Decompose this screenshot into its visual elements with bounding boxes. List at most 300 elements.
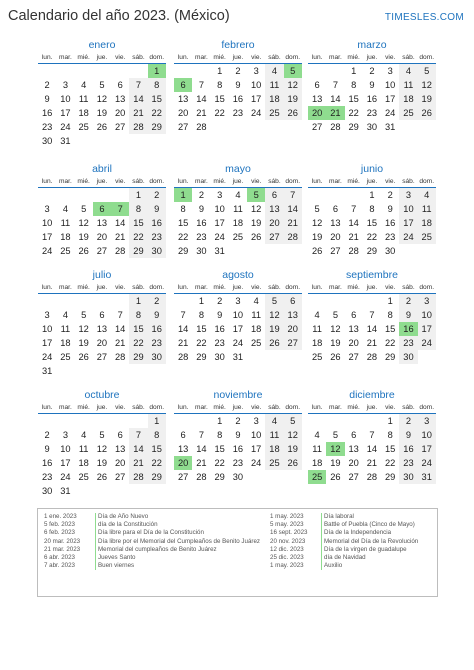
weekday-label: jue. [366,178,378,185]
day-cell: 3 [253,416,259,426]
day-cell: 20 [96,338,108,348]
day-cell: 7 [129,428,147,442]
day-cell: 30 [196,246,207,256]
day-cell: 15 [129,322,147,336]
day-cell: 30 [385,246,396,256]
weekday-label: dom. [285,404,301,411]
week-row [38,428,166,442]
weekday-label: sáb. [132,178,145,185]
weekday-label: vie. [251,284,262,291]
day-cell: 31 [418,470,436,484]
holiday-date: 1 may. 2023 [270,562,304,570]
empty-day-cell [418,350,436,364]
day-cell: 3 [217,190,223,200]
day-cell: 3 [418,414,436,428]
day-cell: 8 [198,310,204,320]
day-cell: 7 [117,310,123,320]
day-cell: 14 [284,202,302,216]
day-cell: 22 [148,106,166,120]
day-cell: 18 [78,458,89,468]
empty-day-cell [111,364,129,378]
empty-day-cell [174,64,192,78]
week-row [308,322,436,336]
holiday-name: Jueves Santo [95,554,136,562]
day-cell: 13 [177,444,189,454]
day-cell: 2 [399,414,417,428]
day-cell: 31 [385,122,396,132]
day-cell: 26 [284,106,302,120]
weekday-label: mié. [213,284,226,291]
week-row [174,244,302,258]
day-cell: 7 [351,204,357,214]
day-cell: 25 [251,338,262,348]
day-cell: 6 [332,204,338,214]
day-cell: 23 [196,232,207,242]
holiday-list-right-column [270,513,418,570]
weekday-header [308,176,436,188]
empty-day-cell [93,134,111,148]
holiday-date: 5 feb. 2023 [44,521,75,529]
day-cell: 28 [284,230,302,244]
day-cell: 19 [311,232,323,242]
week-row [38,294,166,308]
day-cell: 19 [284,92,302,106]
day-cell: 13 [115,444,126,454]
empty-day-cell [129,364,147,378]
day-cell: 24 [251,458,262,468]
day-cell: 3 [418,294,436,308]
week-row [38,414,166,428]
holiday-date: 1 may. 2023 [270,513,304,520]
month-agosto [174,268,302,364]
weekday-label: mié. [213,178,226,185]
day-cell: 24 [232,338,244,348]
day-cell: 28 [348,246,359,256]
day-cell: 5 [332,430,338,440]
day-cell: 9 [399,428,417,442]
week-row [174,336,302,350]
day-cell: 1 [369,190,375,200]
day-cell: 2 [148,188,166,202]
day-cell: 7 [129,78,147,92]
day-cell: 9 [235,430,241,440]
weekday-label: mar. [328,284,342,291]
day-cell: 19 [330,338,341,348]
empty-day-cell [148,134,166,148]
day-cell: 12 [418,78,436,92]
month-name: abril [92,163,112,175]
week-row [38,92,166,106]
holiday-name: Auxilio [321,562,342,570]
weekday-label: dom. [149,284,165,291]
day-cell: 19 [251,218,262,228]
day-cell: 18 [251,324,262,334]
weekday-header [38,402,166,414]
day-cell: 11 [312,324,322,334]
weekday-label: mié. [347,54,360,61]
day-cell: 26 [284,456,302,470]
month-name: marzo [357,39,387,51]
weekday-label: lun. [177,284,189,291]
weekday-header [38,176,166,188]
day-cell: 8 [217,430,223,440]
weekday-label: lun. [177,178,189,185]
week-row [174,294,302,308]
day-cell: 11 [233,204,243,214]
day-cell: 22 [129,336,147,350]
day-cell: 25 [311,352,323,362]
day-cell: 21 [366,458,378,468]
holiday-day-cell: 1 [148,64,166,78]
empty-day-cell [75,364,93,378]
day-cell: 10 [214,204,225,214]
day-cell: 5 [418,64,436,78]
weekday-label: sáb. [402,178,415,185]
day-cell: 6 [351,430,357,440]
day-cell: 19 [78,232,89,242]
day-cell: 1 [129,294,147,308]
day-cell: 2 [235,416,241,426]
day-cell: 30 [148,350,166,364]
day-cell: 2 [369,66,375,76]
weekday-label: sáb. [402,284,415,291]
week-row [308,308,436,322]
day-cell: 3 [62,80,68,90]
day-cell: 13 [348,444,359,454]
empty-day-cell [399,244,417,258]
day-cell: 1 [387,296,393,306]
day-cell: 17 [418,322,436,336]
day-cell: 4 [314,430,320,440]
day-cell: 9 [44,94,50,104]
day-cell: 2 [399,294,417,308]
day-cell: 21 [348,232,359,242]
weekday-label: sáb. [268,404,281,411]
empty-day-cell [265,244,283,258]
empty-day-cell [418,120,436,134]
day-cell: 11 [399,78,417,92]
month-septiembre [308,268,436,364]
day-cell: 21 [129,456,147,470]
week-row [308,106,436,120]
week-row [308,230,436,244]
month-name: diciembre [349,389,395,401]
day-cell: 25 [265,106,283,120]
day-cell: 12 [311,218,323,228]
day-cell: 13 [265,202,283,216]
empty-day-cell [326,64,344,78]
day-cell: 4 [253,296,259,306]
month-noviembre [174,388,302,484]
holiday-day-cell: 5 [247,188,265,202]
day-cell: 19 [265,322,283,336]
weekday-label: mar. [194,284,208,291]
day-cell: 23 [41,122,53,132]
day-cell: 4 [62,310,68,320]
day-cell: 12 [251,204,262,214]
weekday-label: mar. [194,178,208,185]
empty-day-cell [308,188,326,202]
day-cell: 29 [366,246,378,256]
page-header [8,6,466,30]
day-cell: 10 [232,310,244,320]
holiday-date: 20 mar. 2023 [44,537,81,545]
day-cell: 22 [148,456,166,470]
weekday-label: sáb. [268,284,281,291]
day-cell: 28 [366,352,378,362]
week-row [174,442,302,456]
weekday-label: mié. [347,284,360,291]
site-brand-link[interactable]: TIMESLES.COM [384,12,464,23]
month-marzo [308,38,436,134]
empty-day-cell [192,64,210,78]
weekday-label: dom. [419,284,435,291]
day-cell: 7 [198,430,204,440]
empty-day-cell [129,64,147,78]
week-row [174,216,302,230]
day-cell: 4 [265,64,283,78]
day-cell: 18 [60,232,71,242]
day-cell: 4 [418,188,436,202]
day-cell: 13 [177,94,189,104]
holiday-date: 16 sept. 2023 [270,529,308,537]
month-mayo [174,162,302,258]
week-row [174,470,302,484]
month-junio [308,162,436,258]
weekday-label: dom. [419,54,435,61]
empty-day-cell [174,294,192,308]
day-cell: 12 [284,78,302,92]
weekday-label: mié. [213,404,226,411]
day-cell: 26 [96,122,108,132]
weekday-label: mar. [328,178,342,185]
week-row [308,350,436,364]
day-cell: 15 [385,324,396,334]
holiday-name: Día de la virgen de guadalupe [321,546,407,554]
day-cell: 16 [41,108,53,118]
week-row [38,456,166,470]
weekday-label: vie. [385,404,396,411]
weekday-label: lun. [41,54,53,61]
day-cell: 26 [78,352,89,362]
day-cell: 5 [314,204,320,214]
weekday-header [308,402,436,414]
weekday-label: sáb. [402,404,415,411]
month-name: noviembre [213,389,263,401]
empty-day-cell [265,470,283,484]
day-cell: 8 [148,78,166,92]
day-cell: 5 [99,80,105,90]
holiday-row [44,554,260,562]
day-cell: 9 [198,204,204,214]
week-row [308,442,436,456]
day-cell: 4 [235,190,241,200]
weekday-label: mar. [194,54,208,61]
weekday-label: dom. [285,178,301,185]
holiday-row [270,529,418,537]
empty-day-cell [284,120,302,134]
day-cell: 27 [265,230,283,244]
day-cell: 24 [399,230,417,244]
day-cell: 15 [177,218,189,228]
weekday-label: jue. [96,284,108,291]
week-row [174,308,302,322]
day-cell: 20 [330,232,341,242]
weekday-label: mar. [328,54,342,61]
weekday-label: dom. [149,54,165,61]
empty-day-cell [56,188,74,202]
empty-day-cell [326,294,344,308]
empty-day-cell [247,470,265,484]
weekday-label: jue. [232,178,244,185]
day-cell: 23 [148,336,166,350]
day-cell: 14 [348,218,359,228]
holiday-date: 7 abr. 2023 [44,562,75,570]
day-cell: 16 [148,322,166,336]
day-cell: 11 [78,444,89,454]
day-cell: 20 [115,108,126,118]
weekday-header [174,52,302,64]
day-cell: 6 [117,430,123,440]
empty-day-cell [326,414,344,428]
empty-day-cell [56,64,74,78]
weekday-label: jue. [366,284,378,291]
day-cell: 31 [214,246,225,256]
day-cell: 30 [41,136,53,146]
weekday-label: lun. [177,404,189,411]
day-cell: 1 [198,296,204,306]
empty-day-cell [111,64,129,78]
day-cell: 5 [81,204,87,214]
empty-day-cell [363,294,381,308]
day-cell: 25 [232,232,244,242]
empty-day-cell [284,350,302,364]
day-cell: 14 [366,444,378,454]
day-cell: 25 [60,352,71,362]
month-name: julio [92,269,112,281]
weekday-label: vie. [385,54,396,61]
day-cell: 15 [214,444,225,454]
holiday-day-cell: 16 [399,322,417,336]
week-row [38,134,166,148]
empty-day-cell [129,134,147,148]
day-cell: 8 [217,80,223,90]
day-cell: 9 [235,80,241,90]
month-name: enero [88,39,116,51]
day-cell: 29 [148,470,166,484]
day-cell: 16 [385,218,396,228]
weekday-label: mar. [58,404,72,411]
week-row [308,92,436,106]
empty-day-cell [418,244,436,258]
day-cell: 21 [284,216,302,230]
day-cell: 26 [96,472,108,482]
holiday-row [270,538,418,546]
empty-day-cell [38,64,56,78]
weekday-label: lun. [177,54,189,61]
weekday-label: lun. [311,404,323,411]
week-row [38,64,166,78]
day-cell: 18 [399,92,417,106]
day-cell: 6 [99,310,105,320]
day-cell: 25 [399,106,417,120]
day-cell: 22 [366,232,378,242]
day-cell: 23 [385,232,396,242]
day-cell: 1 [129,188,147,202]
weekday-label: vie. [251,54,262,61]
day-cell: 16 [399,442,417,456]
week-row [308,414,436,428]
day-cell: 15 [348,94,359,104]
day-cell: 3 [235,296,241,306]
weekday-header [38,282,166,294]
day-cell: 2 [44,80,50,90]
holiday-row [270,521,418,529]
day-cell: 8 [387,430,393,440]
empty-day-cell [38,188,56,202]
empty-day-cell [326,188,344,202]
day-cell: 22 [214,458,225,468]
day-cell: 4 [314,310,320,320]
day-cell: 21 [115,232,126,242]
weekday-label: mar. [328,404,342,411]
day-cell: 24 [214,232,225,242]
day-cell: 13 [115,94,126,104]
day-cell: 27 [348,352,359,362]
day-cell: 9 [387,204,393,214]
week-row [174,188,302,202]
week-row [38,322,166,336]
empty-day-cell [111,134,129,148]
day-cell: 14 [366,324,378,334]
day-cell: 13 [311,94,323,104]
day-cell: 18 [60,338,71,348]
day-cell: 21 [115,338,126,348]
day-cell: 21 [129,106,147,120]
day-cell: 20 [115,458,126,468]
holiday-date: 12 dic. 2023 [270,545,304,553]
day-cell: 5 [81,310,87,320]
holiday-date: 21 mar. 2023 [44,545,81,553]
empty-day-cell [93,294,111,308]
day-cell: 26 [330,352,341,362]
day-cell: 6 [284,294,302,308]
day-cell: 14 [129,92,147,106]
weekday-label: lun. [41,404,53,411]
week-row [308,244,436,258]
day-cell: 1 [217,66,223,76]
holiday-name: Día de Año Nuevo [95,513,148,521]
day-cell: 27 [284,336,302,350]
day-cell: 10 [60,94,71,104]
holiday-list-left-column [44,513,260,570]
day-cell: 21 [196,458,207,468]
empty-day-cell [265,120,283,134]
empty-day-cell [345,414,363,428]
empty-day-cell [308,414,326,428]
weekday-label: jue. [96,178,108,185]
weekday-label: mar. [58,54,72,61]
empty-day-cell [111,414,129,428]
empty-day-cell [129,484,147,498]
weekday-label: vie. [115,178,126,185]
empty-day-cell [93,414,111,428]
day-cell: 24 [251,108,262,118]
day-cell: 16 [366,94,378,104]
weekday-label: dom. [285,284,301,291]
empty-day-cell [75,134,93,148]
day-cell: 14 [196,94,207,104]
